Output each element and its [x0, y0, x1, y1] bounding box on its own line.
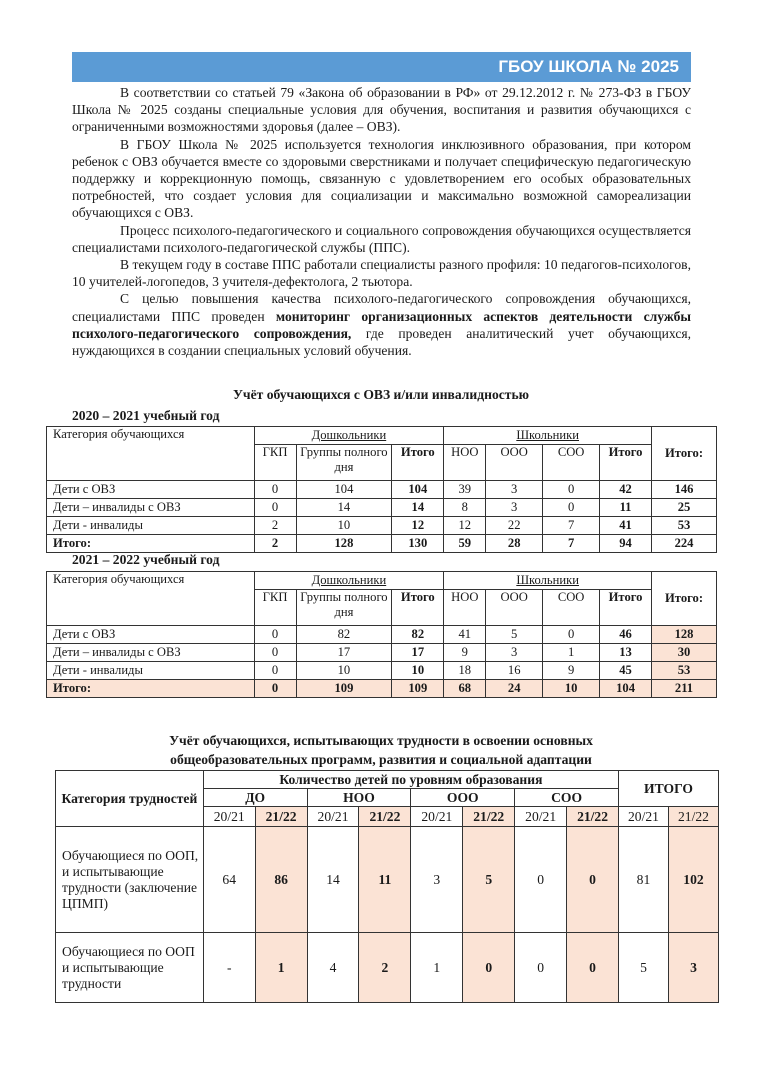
table-row: [47, 644, 717, 662]
school-total-header: Итого: [600, 590, 652, 626]
noo-header: НОО: [444, 445, 486, 481]
category-header: Категория обучающихся: [47, 427, 255, 481]
table-cell: 1: [255, 933, 307, 1003]
table-cell: 9: [444, 644, 486, 662]
table-cell: 0: [567, 933, 619, 1003]
soo-header: СОО: [543, 445, 600, 481]
table-cell: Дети - инвалиды: [47, 662, 255, 680]
table-cell: 10: [296, 662, 392, 680]
table-cell: 104: [392, 481, 444, 499]
table-cell: 13: [600, 644, 652, 662]
table-cell: 94: [600, 535, 652, 553]
table-cell: 3: [411, 827, 463, 933]
table-cell: 30: [652, 644, 717, 662]
table-cell: 146: [652, 481, 717, 499]
table-cell: 45: [600, 662, 652, 680]
table-cell: 4: [307, 933, 359, 1003]
groups-header: Группы полного дня: [296, 445, 392, 481]
table-cell: 53: [652, 517, 717, 535]
table-cell: 109: [392, 680, 444, 698]
table-cell: 102: [668, 827, 718, 933]
table-cell: 16: [486, 662, 543, 680]
table-cell: 42: [600, 481, 652, 499]
table-cell: 0: [567, 827, 619, 933]
preschool-total-header: Итого: [392, 445, 444, 481]
table-cell: 14: [307, 827, 359, 933]
table-cell: 224: [652, 535, 717, 553]
table-row: [47, 499, 717, 517]
table-cell: 1: [411, 933, 463, 1003]
section-2-title-line-1: Учёт обучающихся, испытывающих трудности в освоении основных: [169, 733, 593, 748]
table-cell: 39: [444, 481, 486, 499]
table-cell: Дети – инвалиды с ОВЗ: [47, 644, 255, 662]
table-cell: 3: [486, 481, 543, 499]
table-total-row: [47, 535, 717, 553]
paragraph-2: В ГБОУ Школа № 2025 используется технология инклюзивного образования, при котором ребенок с ОВЗ обучается вместе со здоровыми сверстниками и получает специфическую педагогическую поддержку и коррекционную помощь, связанную с удовлетворением его особых образовательных потребностей, что создает условия для социализации и максимально возможной самореализации обучающихся с ОВЗ.: [72, 136, 691, 221]
table-cell: 20/21: [515, 807, 567, 827]
table-cell: 68: [444, 680, 486, 698]
count-header: Количество детей по уровням образования: [203, 771, 618, 789]
table-cell: 81: [619, 827, 669, 933]
table-cell: 21/22: [255, 807, 307, 827]
table-cell: 86: [255, 827, 307, 933]
table-cell: 11: [359, 827, 411, 933]
table-cell: 2: [254, 535, 296, 553]
table-cell: 21/22: [463, 807, 515, 827]
table-cell: 10: [392, 662, 444, 680]
table-cell: 1: [543, 644, 600, 662]
table-cell: 14: [392, 499, 444, 517]
table-cell: Дети – инвалиды с ОВЗ: [47, 499, 255, 517]
table-cell: 0: [254, 644, 296, 662]
table-row: [47, 626, 717, 644]
school-header: Школьники: [444, 572, 652, 590]
table-cell: 41: [600, 517, 652, 535]
level-noo-header: НОО: [307, 789, 411, 807]
table-cell: 7: [543, 517, 600, 535]
table-cell: 128: [652, 626, 717, 644]
section-1-title: Учёт обучающихся с ОВЗ и/или инвалидностью: [232, 387, 530, 402]
table-cell: 0: [543, 626, 600, 644]
intro-text: [72, 84, 691, 359]
level-soo-header: СОО: [515, 789, 619, 807]
paragraph-4: В текущем году в составе ППС работали специалисты разного профиля: 10 педагогов-психологов, 10 учителей-логопедов, 3 учителя-дефектолога, 2 тьютора.: [72, 257, 691, 290]
table-row: [56, 827, 719, 933]
ooo-header: ООО: [486, 445, 543, 481]
table-cell: Итого:: [47, 680, 255, 698]
table-cell: Итого:: [47, 535, 255, 553]
table-cell: 10: [543, 680, 600, 698]
difficulty-category-header: Категория трудностей: [56, 771, 204, 827]
table-cell: 0: [515, 933, 567, 1003]
paragraph-3: Процесс психолого-педагогического и социального сопровождения обучающихся осуществляется специалистами психолого-педагогической службы (ППС).: [72, 222, 691, 255]
table-cell: 46: [600, 626, 652, 644]
school-header: Школьники: [444, 427, 652, 445]
table-cell: 82: [392, 626, 444, 644]
table-2021-2022: [46, 571, 717, 698]
table-row: [47, 662, 717, 680]
table-cell: 17: [392, 644, 444, 662]
paragraph-1: В соответствии со статьей 79 «Закона об образовании в РФ» от 29.12.2012 г. № 273-ФЗ в ГБОУ Школа № 2025 созданы специальные условия для обучения, воспитания и развития обучающихся с ограниченными возможностями здоровья (далее – ОВЗ).: [72, 85, 691, 135]
category-header: Категория обучающихся: [47, 572, 255, 626]
table-cell: 104: [600, 680, 652, 698]
table-cell: 21/22: [668, 807, 718, 827]
paragraph-5: С целью повышения качества психолого-педагогического сопровождения обучающихся, специалистами ППС проведен мониторинг организационных аспектов деятельности службы психолого-педагогического сопровождения, где проведен аналитический учет обучающихся, нуждающихся в создании специальных условий обучения.: [72, 291, 692, 359]
table-cell: 0: [543, 499, 600, 517]
table-cell: 64: [203, 827, 255, 933]
table-cell: 128: [296, 535, 392, 553]
table-cell: 3: [486, 499, 543, 517]
table-cell: 22: [486, 517, 543, 535]
table-cell: 14: [296, 499, 392, 517]
table-cell: 7: [543, 535, 600, 553]
table-cell: 0: [254, 680, 296, 698]
table-total-row: [47, 680, 717, 698]
table-cell: 5: [619, 933, 669, 1003]
table-cell: 109: [296, 680, 392, 698]
noo-header: НОО: [444, 590, 486, 626]
table-cell: 20/21: [307, 807, 359, 827]
table-cell: 5: [486, 626, 543, 644]
table-cell: 53: [652, 662, 717, 680]
school-total-header: Итого: [600, 445, 652, 481]
table-cell: 2: [254, 517, 296, 535]
table-cell: 41: [444, 626, 486, 644]
table-cell: Дети с ОВЗ: [47, 481, 255, 499]
table-cell: 21/22: [567, 807, 619, 827]
table-cell: Обучающиеся по ООП и испытывающие трудности: [56, 933, 204, 1003]
table-cell: 8: [444, 499, 486, 517]
table-cell: 0: [254, 626, 296, 644]
table-cell: 24: [486, 680, 543, 698]
gkp-header: ГКП: [254, 590, 296, 626]
table-cell: 5: [463, 827, 515, 933]
table-difficulties: [55, 770, 719, 1003]
level-do-header: ДО: [203, 789, 307, 807]
table-cell: 11: [600, 499, 652, 517]
total-header: Итого:: [652, 572, 717, 626]
table-cell: 130: [392, 535, 444, 553]
gkp-header: ГКП: [254, 445, 296, 481]
table-row: [47, 517, 717, 535]
section-2-title-line-2: общеобразовательных программ, развития и социальной адаптации: [170, 752, 592, 767]
preschool-header: Дошкольники: [254, 572, 444, 590]
groups-header: Группы полного дня: [296, 590, 392, 626]
ooo-header: ООО: [486, 590, 543, 626]
table-cell: 0: [515, 827, 567, 933]
table-cell: 18: [444, 662, 486, 680]
school-banner: ГБОУ ШКОЛА № 2025: [72, 52, 691, 82]
monitoring-bold: мониторинг организационных аспектов деятельности службы психолого-педагогического сопровождения,: [72, 308, 691, 341]
year-1-title: 2020 – 2021 учебный год: [72, 408, 220, 423]
table-cell: 12: [392, 517, 444, 535]
table-cell: 12: [444, 517, 486, 535]
table-cell: 10: [296, 517, 392, 535]
table-cell: 21/22: [359, 807, 411, 827]
table-cell: 82: [296, 626, 392, 644]
table-cell: 211: [652, 680, 717, 698]
table-cell: 59: [444, 535, 486, 553]
table-cell: 3: [668, 933, 718, 1003]
level-ooo-header: ООО: [411, 789, 515, 807]
total-header: Итого:: [652, 427, 717, 481]
table-cell: 20/21: [203, 807, 255, 827]
table-2020-2021: [46, 426, 717, 553]
preschool-total-header: Итого: [392, 590, 444, 626]
table-cell: 3: [486, 644, 543, 662]
table-cell: 0: [254, 499, 296, 517]
table-cell: 0: [254, 662, 296, 680]
itogo-header: ИТОГО: [619, 771, 719, 807]
table-cell: 17: [296, 644, 392, 662]
table-cell: 20/21: [619, 807, 669, 827]
table-cell: Дети с ОВЗ: [47, 626, 255, 644]
table-cell: -: [203, 933, 255, 1003]
soo-header: СОО: [543, 590, 600, 626]
table-cell: 28: [486, 535, 543, 553]
table-cell: 0: [543, 481, 600, 499]
table-cell: 20/21: [411, 807, 463, 827]
preschool-header: Дошкольники: [254, 427, 444, 445]
table-cell: 25: [652, 499, 717, 517]
table-cell: 0: [463, 933, 515, 1003]
table-row: [56, 933, 719, 1003]
year-2-title: 2021 – 2022 учебный год: [72, 552, 220, 567]
table-cell: Обучающиеся по ООП, и испытывающие трудности (заключение ЦПМП): [56, 827, 204, 933]
table-cell: 104: [296, 481, 392, 499]
table-cell: 2: [359, 933, 411, 1003]
table-cell: 9: [543, 662, 600, 680]
table-cell: 0: [254, 481, 296, 499]
table-cell: Дети - инвалиды: [47, 517, 255, 535]
table-row: [47, 481, 717, 499]
